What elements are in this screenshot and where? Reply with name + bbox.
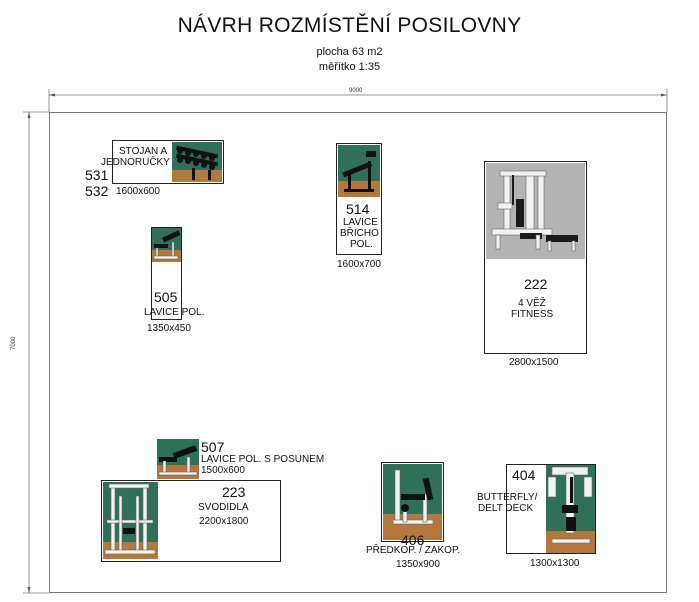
dumbbell-rack-number-1: 531 — [85, 167, 109, 183]
dumbbell-rack-photo — [172, 142, 222, 182]
plan-scale: měřítko 1:35 — [318, 61, 381, 73]
smith-machine-label: SVODIDLA — [198, 502, 249, 513]
butterfly-label-2: DELT DECK — [478, 503, 534, 514]
smith-machine-photo — [103, 482, 158, 559]
sliding-bench-number: 507 — [201, 439, 225, 455]
plan-title: NÁVRH ROZMÍSTĚNÍ POSILOVNY — [177, 14, 522, 37]
plan-area: plocha 63 m2 — [316, 46, 383, 58]
dumbbell-rack-label-2: JEDNORUČKY — [101, 157, 170, 168]
leg-extension-number: 406 — [401, 532, 425, 548]
fitness-tower-number: 222 — [524, 276, 548, 292]
ab-bench-label-2: BŘICHO — [340, 228, 379, 239]
sliding-bench-size: 1500x600 — [201, 465, 245, 476]
ab-bench-photo — [338, 145, 380, 197]
adjustable-bench-photo — [152, 228, 181, 262]
fitness-tower-label-2: FITNESS — [511, 309, 554, 320]
ab-bench-number: 514 — [346, 201, 370, 217]
adjustable-bench-label: LAVICE POL. — [144, 307, 205, 318]
dimension-height: 7000 — [11, 336, 17, 350]
dumbbell-rack-label-1: STOJAN A — [119, 146, 168, 157]
butterfly-number: 404 — [512, 467, 536, 483]
dimension-width: 9000 — [349, 88, 363, 94]
fitness-tower-label-1: 4 VĚŽ — [518, 298, 546, 309]
fitness-tower-size: 2800x1500 — [509, 357, 559, 368]
ab-bench-size: 1600x700 — [337, 259, 381, 270]
fitness-tower-photo — [486, 163, 585, 259]
sliding-bench-label: LAVICE POL. S POSUNEM — [201, 454, 325, 465]
butterfly-size: 1300x1300 — [530, 558, 580, 569]
leg-extension-size: 1350x900 — [396, 559, 440, 570]
sliding-bench-photo — [157, 439, 199, 479]
dumbbell-rack-size: 1600x600 — [116, 186, 160, 197]
leg-extension-photo — [383, 464, 442, 540]
smith-machine-number: 223 — [222, 484, 246, 500]
ab-bench-label-1: LAVICE — [343, 217, 378, 228]
smith-machine-size: 2200x1800 — [199, 516, 249, 527]
butterfly-photo — [546, 465, 595, 553]
butterfly-label-1: BUTTERFLY/ — [477, 492, 538, 503]
adjustable-bench-number: 505 — [154, 289, 178, 305]
adjustable-bench-size: 1350x450 — [147, 323, 191, 334]
ab-bench-label-3: POL. — [350, 239, 373, 250]
leg-extension-label: PŘEDKOP. / ZAKOP. — [366, 545, 461, 556]
dumbbell-rack-number-2: 532 — [85, 183, 109, 199]
